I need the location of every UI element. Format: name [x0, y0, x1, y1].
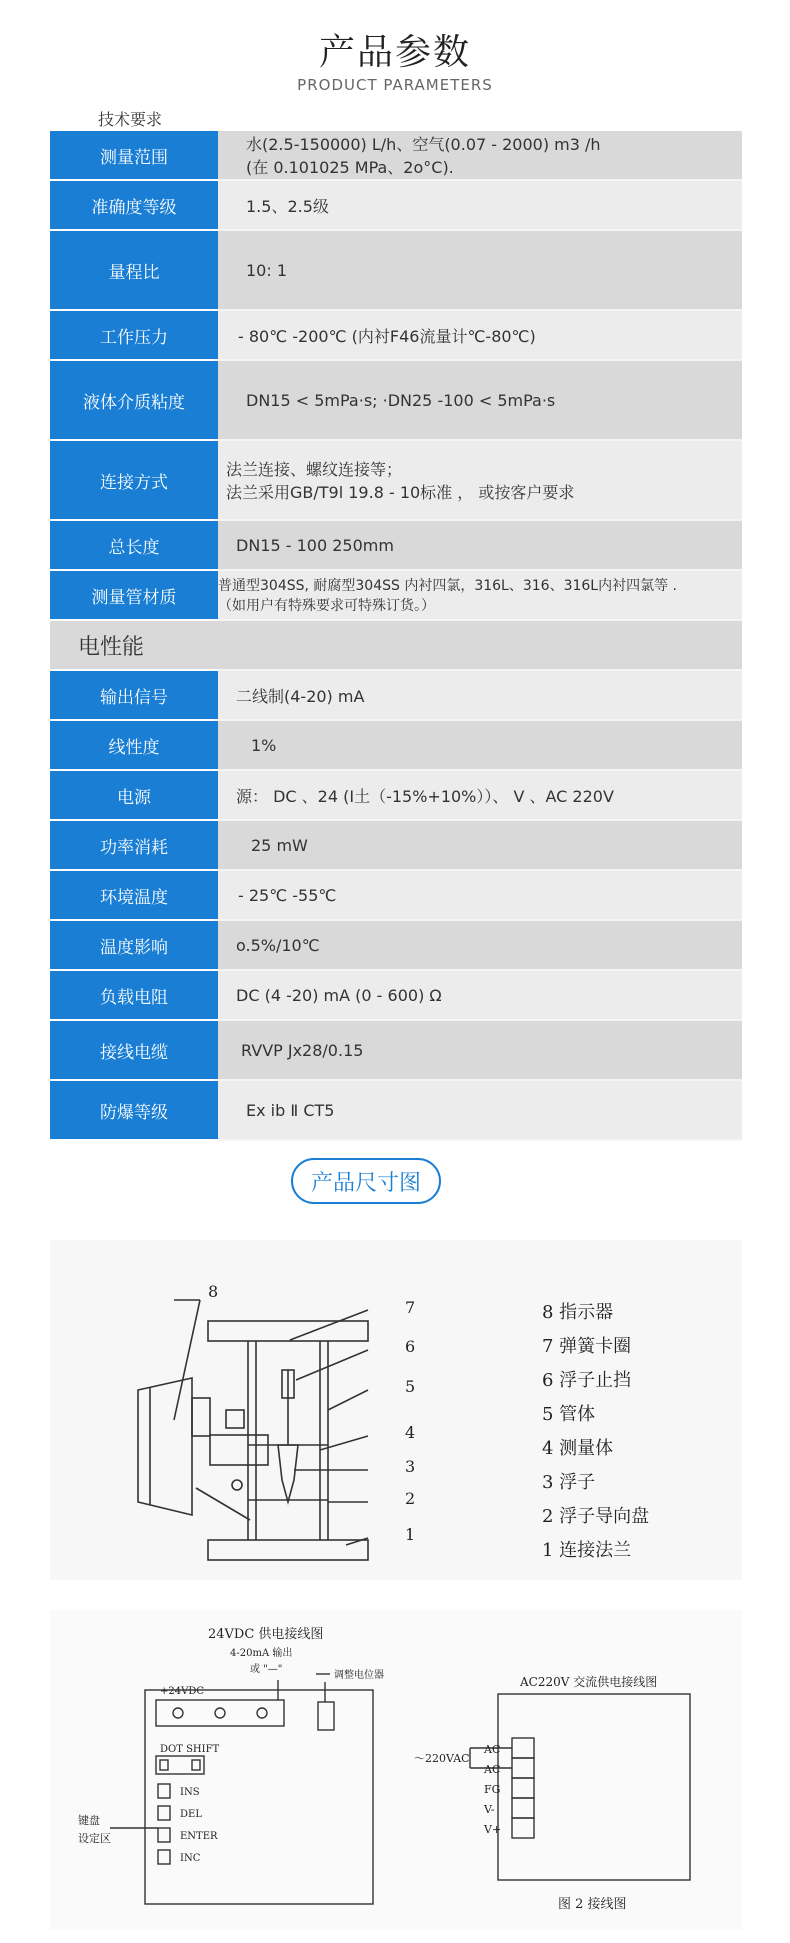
- spec-row: [50, 181, 742, 231]
- ac-input-label: ～220VAC: [414, 1752, 470, 1765]
- dc-keys-header: DOT SHIFT: [160, 1744, 220, 1755]
- callout-6: 6: [405, 1337, 416, 1356]
- spec-value: [218, 181, 742, 231]
- dc-terminal-block: [156, 1700, 284, 1726]
- spec-value-line: 普通型304SS, 耐腐型304SS 内衬四氯，316L、316、316L内衬四氯等 .: [218, 578, 678, 594]
- dc-key-enter: ENTER: [180, 1831, 218, 1842]
- callout-3: 3: [405, 1457, 416, 1476]
- spec-row: [50, 1021, 742, 1081]
- ac-terminal-5: V+: [484, 1823, 502, 1836]
- spec-value: [218, 921, 742, 971]
- spec-value-line: - 80℃ -200℃ (内衬F46流量计℃-80℃): [238, 326, 536, 346]
- spec-row: [50, 311, 742, 361]
- legend-item-5: 5 管体: [542, 1404, 596, 1425]
- dc-keypad-label-2: 设定区: [78, 1832, 111, 1845]
- spec-label: 总长度: [50, 521, 218, 571]
- top-flange: [208, 1321, 368, 1341]
- spec-label: 工作压力: [50, 311, 218, 361]
- wiring-diagram: [50, 1610, 742, 1930]
- legend-item-2: 2 浮子导向盘: [542, 1506, 650, 1527]
- ac-terminal-4: V-: [484, 1803, 495, 1816]
- spec-value-line: RVVP Jx28/0.15: [241, 1040, 364, 1060]
- spec-value-line: 法兰采用GB/T9l 19.8 - 10标准 ， 或按客户要求: [226, 483, 575, 502]
- spec-row: [50, 1081, 742, 1141]
- legend-item-7: 7 弹簧卡圈: [542, 1336, 632, 1357]
- dc-key-del: DEL: [180, 1809, 202, 1820]
- spec-label: 测量范围: [50, 131, 218, 181]
- figure-caption: 图 2 接线图: [558, 1897, 627, 1912]
- spec-row: [50, 621, 742, 671]
- spec-row: [50, 131, 742, 181]
- spec-value: [218, 1081, 742, 1141]
- spec-value-line: 10: 1: [246, 260, 288, 280]
- ac-terminal-3: FG: [484, 1783, 501, 1796]
- spec-label: 测量管材质: [50, 571, 218, 621]
- spec-value: [218, 1021, 742, 1081]
- spec-label: 液体介质粘度: [50, 361, 218, 441]
- dc-plus-label: +24VDC: [160, 1686, 204, 1697]
- spec-label: 线性度: [50, 721, 218, 771]
- page-subtitle: PRODUCT PARAMETERS: [297, 76, 493, 94]
- spec-value: [218, 721, 742, 771]
- ac-title: AC220V 交流供电接线图: [520, 1675, 658, 1689]
- spec-row: [50, 361, 742, 441]
- spec-value-line: Ex ib Ⅱ CT5: [246, 1100, 335, 1120]
- spec-value: [218, 521, 742, 571]
- spec-label: 温度影响: [50, 921, 218, 971]
- spec-label: 负载电阻: [50, 971, 218, 1021]
- ac-terminal-2: AC: [484, 1763, 501, 1776]
- dc-pot-label: 调整电位器: [334, 1670, 384, 1681]
- spec-row: [50, 721, 742, 771]
- spec-value-line: DC (4 -20) mA (0 - 600) Ω: [236, 985, 442, 1005]
- spec-row: [50, 771, 742, 821]
- spec-row: [50, 571, 742, 621]
- dc-title: 24VDC 供电接线图: [208, 1627, 324, 1642]
- spec-value-line: DN15 < 5mPa·s; ·DN25 -100 < 5mPa·s: [246, 390, 556, 410]
- spec-row: [50, 871, 742, 921]
- dc-key-inc: INC: [180, 1853, 201, 1864]
- spec-label: 量程比: [50, 231, 218, 311]
- spec-value-line: 1.5、2.5级: [246, 196, 329, 216]
- bottom-flange: [208, 1540, 368, 1560]
- dc-keypad-label-1: 键盘: [78, 1814, 100, 1827]
- spec-value: [218, 821, 742, 871]
- callout-1: 1: [405, 1525, 416, 1544]
- spec-value: [218, 361, 742, 441]
- spec-value: [218, 971, 742, 1021]
- header: [0, 0, 790, 110]
- spec-value-line: - 25℃ -55℃: [238, 885, 337, 905]
- spec-row: [50, 971, 742, 1021]
- legend-item-6: 6 浮子止挡: [542, 1370, 632, 1391]
- dc-or-label: 或 "—": [250, 1664, 283, 1675]
- spec-row: [50, 231, 742, 311]
- spec-label: 连接方式: [50, 441, 218, 521]
- spec-label: 防爆等级: [50, 1081, 218, 1141]
- spec-label: 接线电缆: [50, 1021, 218, 1081]
- potentiometer: [318, 1702, 334, 1730]
- spec-value-line: DN15 - 100 250mm: [236, 535, 394, 555]
- callout-8: 8: [208, 1282, 219, 1301]
- spec-label: 功率消耗: [50, 821, 218, 871]
- page-title: 产品参数: [318, 32, 471, 73]
- spec-value-line: (在 0.101025 MPa、2o°C).: [246, 158, 454, 177]
- legend-item-8: 8 指示器: [542, 1302, 614, 1323]
- spec-value: [218, 231, 742, 311]
- spec-label: 输出信号: [50, 671, 218, 721]
- section-heading: 电性能: [50, 621, 218, 671]
- spec-row: [50, 441, 742, 521]
- callout-5: 5: [405, 1377, 416, 1396]
- callout-7: 7: [405, 1298, 416, 1317]
- dc-key-ins: INS: [180, 1787, 200, 1798]
- spec-value: [218, 871, 742, 921]
- ac-panel: [498, 1694, 690, 1880]
- spec-value: [218, 131, 742, 181]
- legend-item-1: 1 连接法兰: [542, 1540, 632, 1561]
- callout-4: 4: [405, 1423, 416, 1442]
- legend-item-4: 4 测量体: [542, 1438, 614, 1459]
- spec-value-line: o.5%/10℃: [236, 935, 320, 955]
- dimension-drawing-button[interactable]: 产品尺寸图: [291, 1158, 441, 1204]
- spec-value: [218, 441, 742, 521]
- legend-item-3: 3 浮子: [542, 1472, 596, 1493]
- spec-value-line: 水(2.5-150000) L/h、空气(0.07 - 2000) m3 /h: [246, 135, 601, 154]
- spec-row: [50, 921, 742, 971]
- spec-value: [218, 671, 742, 721]
- spec-value-line: 25 mW: [251, 835, 308, 855]
- spec-value: [218, 621, 742, 671]
- spec-row: [50, 521, 742, 571]
- spec-value: [218, 771, 742, 821]
- ac-terminal-1: AC: [484, 1743, 501, 1756]
- spec-value-line: 源： DC 、24 (I土（-15%+10%））、 V 、AC 220V: [236, 786, 614, 806]
- spec-value: [218, 571, 742, 621]
- dc-output-label: 4-20mA 输出: [230, 1648, 293, 1659]
- spec-label: 准确度等级: [50, 181, 218, 231]
- spec-value-line: 1%: [251, 735, 277, 755]
- spec-value-line: 二线制(4-20) mA: [236, 686, 365, 706]
- callout-2: 2: [405, 1489, 416, 1508]
- spec-row: [50, 671, 742, 721]
- spec-row: [50, 821, 742, 871]
- spec-value-line: （如用户有特殊要求可特殊订货。）: [218, 598, 435, 614]
- spec-value: [218, 311, 742, 361]
- spec-value-line: 法兰连接、螺纹连接等；: [226, 460, 403, 479]
- spec-label: 环境温度: [50, 871, 218, 921]
- spec-label: 电源: [50, 771, 218, 821]
- dimension-drawing: [50, 1240, 742, 1580]
- tech-requirements-label: 技术要求: [98, 110, 163, 129]
